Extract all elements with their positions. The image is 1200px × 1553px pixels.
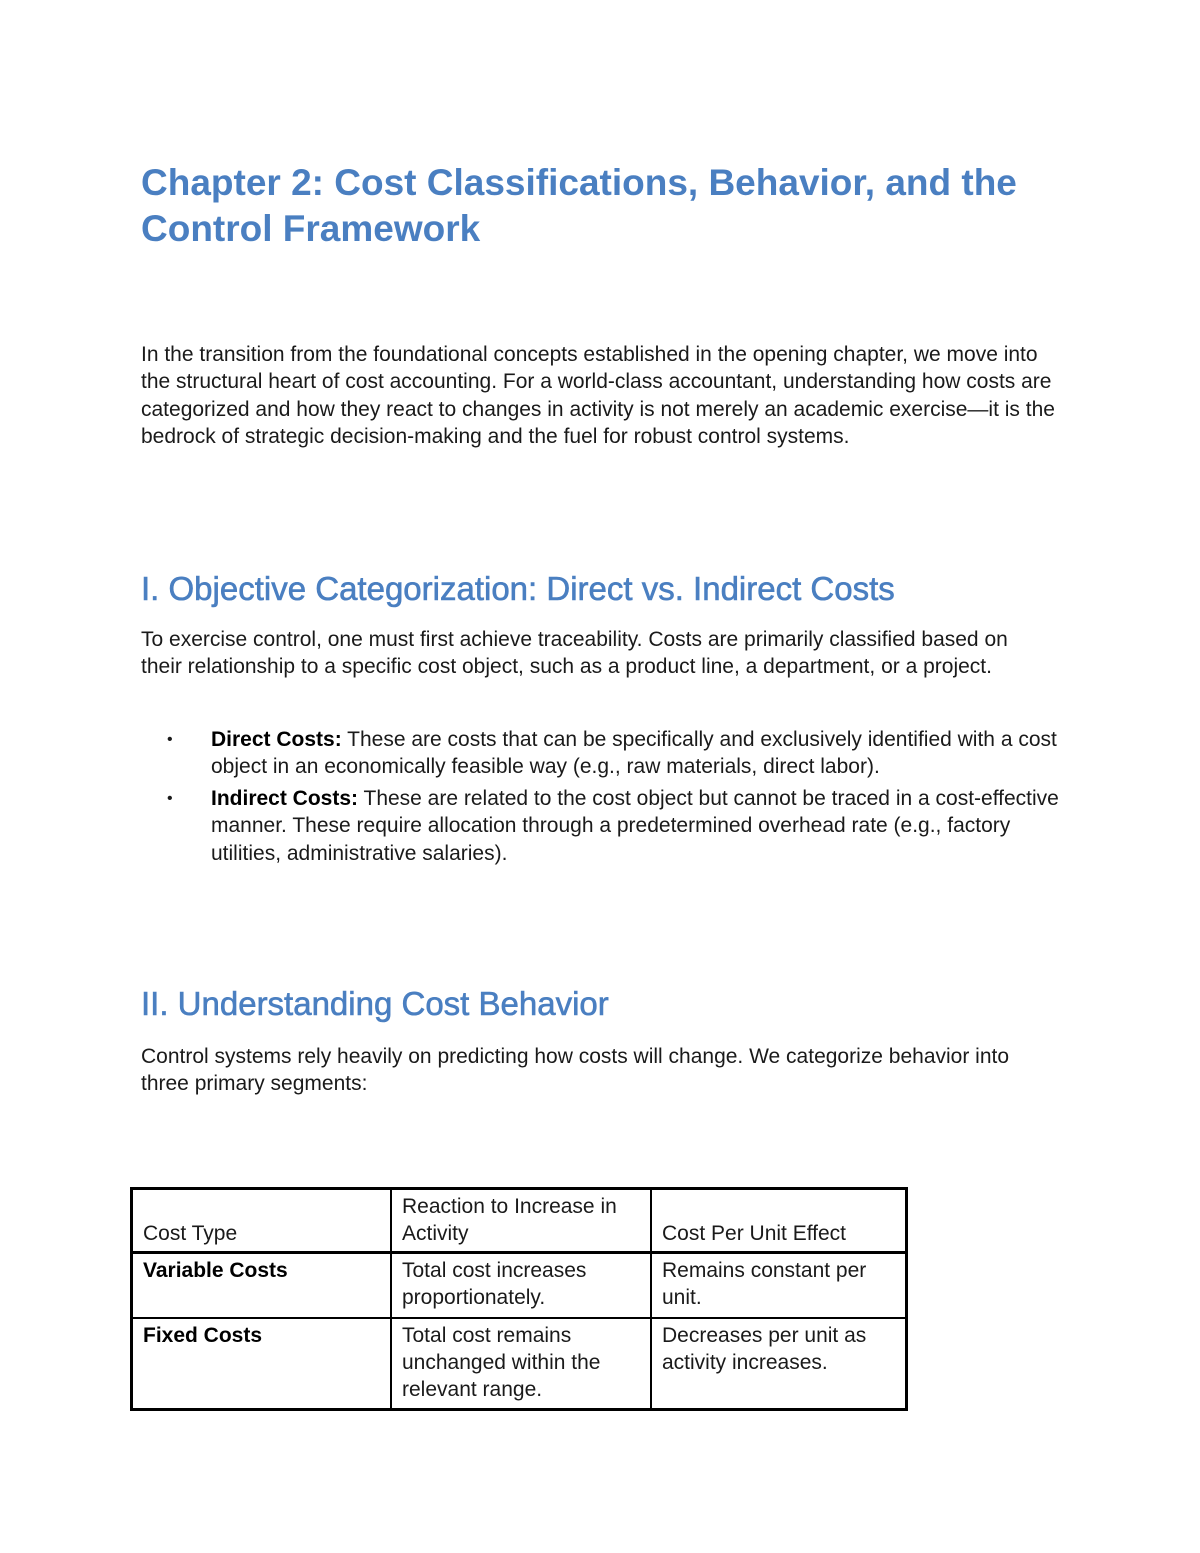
section-paragraph-cost-behavior: Control systems rely heavily on predicting how costs will change. We categorize behavior into three primary segments:: [141, 1045, 1010, 1096]
table-cell: Total cost increases proportionately.: [391, 1253, 651, 1319]
bullet-icon: •: [167, 731, 173, 748]
table-cell: Total cost remains unchanged within the relevant range.: [391, 1318, 651, 1410]
table-header-cell: Cost Per Unit Effect: [651, 1189, 907, 1253]
table-row: [132, 1318, 907, 1410]
table-cell: Decreases per unit as activity increases.: [651, 1318, 907, 1410]
table-header-row: [132, 1189, 907, 1253]
bullet-term: Indirect Costs:: [211, 786, 359, 810]
bullet-text: These are related to the cost object but cannot be traced in a cost-effective manner. These require allocation through a predetermined overhead rate (e.g., factory utilities, administrative salaries).: [211, 786, 1059, 865]
section-heading-cost-behavior: II. Understanding Cost Behavior: [141, 985, 609, 1022]
table-cell: Remains constant per unit.: [651, 1253, 907, 1319]
table-header-cell: Reaction to Increase in Activity: [391, 1189, 651, 1253]
list-item-direct-costs: [141, 726, 1061, 781]
cost-behavior-table: [130, 1187, 908, 1411]
table-header-cell: Cost Type: [132, 1189, 392, 1253]
section-paragraph-traceability: To exercise control, one must first achieve traceability. Costs are primarily classified based on their relationship to a specific cost object, such as a product line, a department, or a project.: [141, 628, 1008, 679]
intro-paragraph: In the transition from the foundational concepts established in the opening chapter, we move into the structural heart of cost accounting. For a world-class accountant, understanding how costs are categorized and how they react to changes in activity is not merely an academic exercise—it is the bedrock of strategic decision-making and the fuel for robust control systems.: [141, 343, 1055, 449]
table-cell: Variable Costs: [132, 1253, 392, 1319]
cost-classification-list: [141, 726, 1061, 871]
section-heading-direct-indirect: I. Objective Categorization: Direct vs. Indirect Costs: [141, 570, 895, 607]
bullet-text: These are costs that can be specifically and exclusively identified with a cost object in an economically feasible way (e.g., raw materials, direct labor).: [211, 728, 1057, 779]
table-row: [132, 1253, 907, 1319]
list-item-indirect-costs: [141, 785, 1061, 867]
table-cell: Fixed Costs: [132, 1318, 392, 1410]
bullet-term: Direct Costs:: [211, 728, 342, 751]
bullet-icon: •: [167, 789, 173, 807]
page-title: Chapter 2: Cost Classifications, Behavior, and the Control Framework: [141, 162, 1017, 249]
